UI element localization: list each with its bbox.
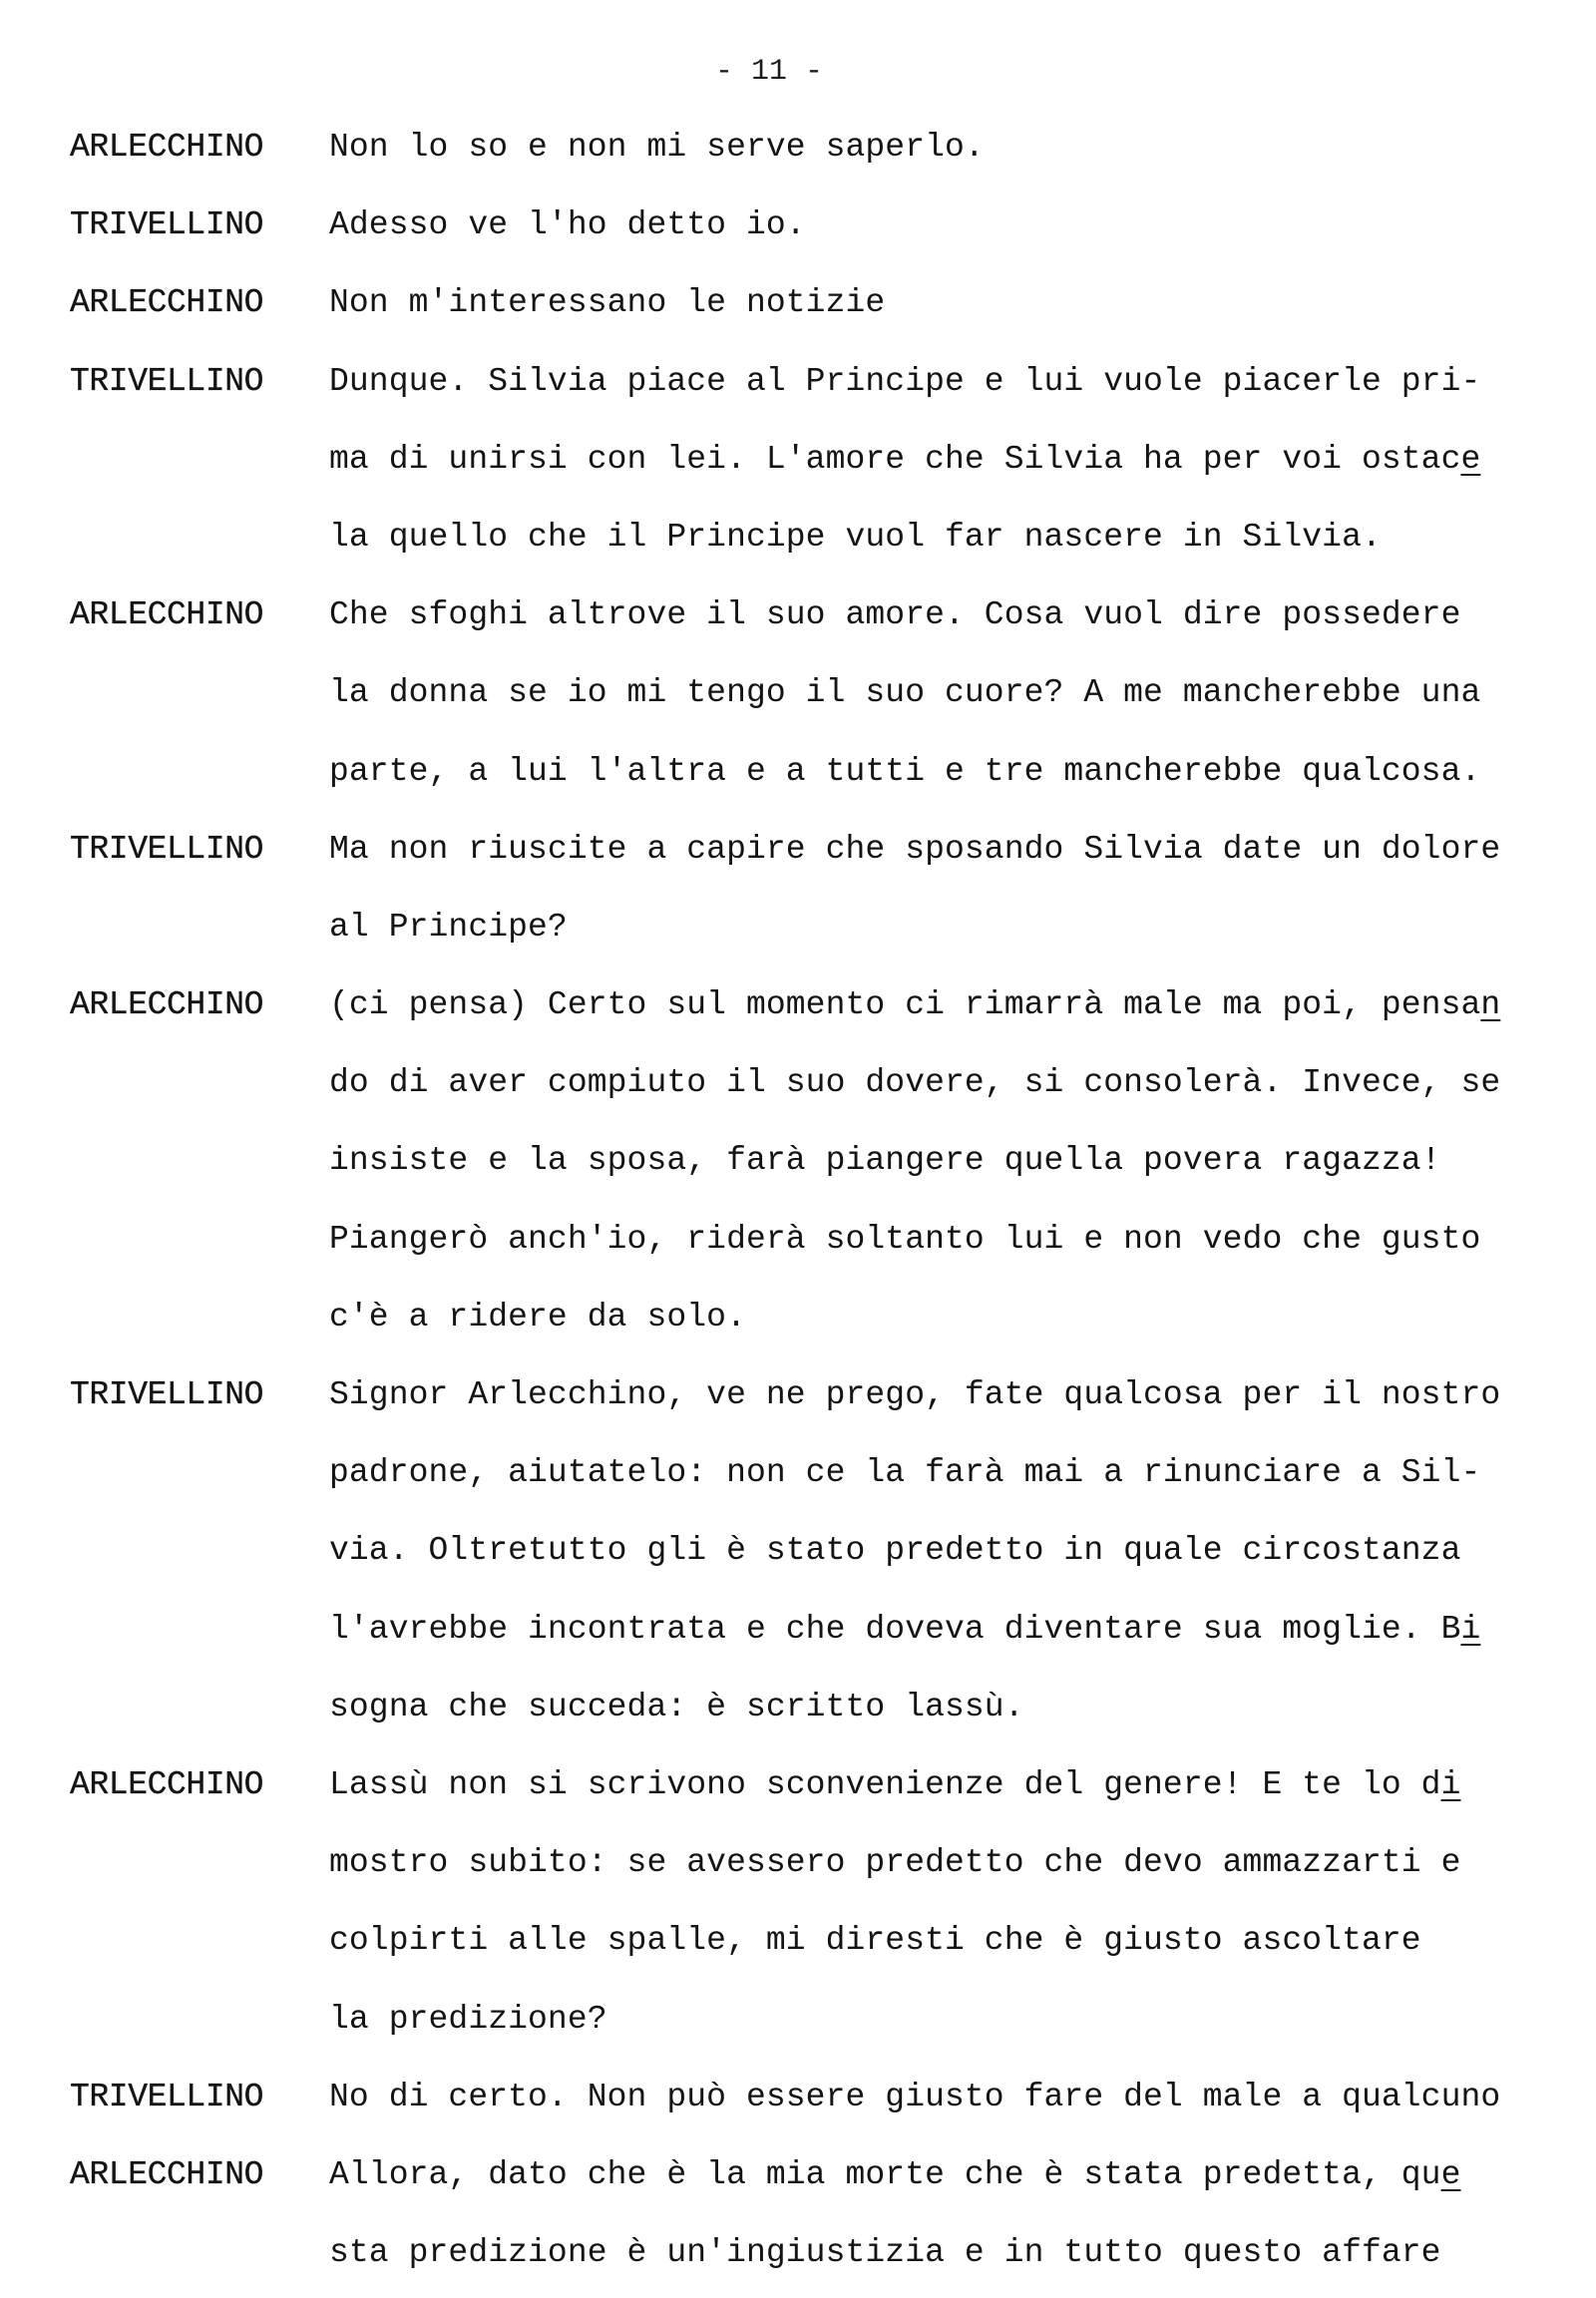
line-text: c'è a ridere da solo.	[329, 1298, 746, 1336]
dialogue-row	[0, 1981, 1596, 2059]
line-text: Allora, dato che è la mia morte che è stata predetta, qu	[329, 2155, 1441, 2193]
line-text: parte, a lui l'altra e a tutti e tre mancherebbe qualcosa.	[329, 752, 1481, 790]
dialogue-entry	[0, 2059, 1596, 2136]
dialogue-line	[329, 1279, 746, 1356]
hyphenation-underline-mark: e	[1460, 440, 1481, 478]
dialogue-row	[0, 2214, 1596, 2292]
dialogue-row	[0, 1122, 1596, 1200]
dialogue-row	[0, 1434, 1596, 1512]
dialogue-entry	[0, 811, 1596, 966]
line-text: Signor Arlecchino, ve ne prego, fate qualcosa per il nostro	[329, 1376, 1501, 1413]
line-text: sta predizione è un'ingiustizia e in tutto questo affare	[329, 2234, 1441, 2272]
speaker-name: ARLECCHINO	[70, 284, 264, 322]
line-text: padrone, aiutatelo: non ce la farà mai a rinunciare a Sil-	[329, 1454, 1481, 1492]
speaker-name: ARLECCHINO	[70, 1765, 264, 1803]
hyphenation-underline-mark: i	[1440, 1765, 1461, 1803]
dialogue-row	[0, 1902, 1596, 1980]
dialogue-line	[329, 421, 1480, 499]
line-text: Che sfoghi altrove il suo amore. Cosa vuol dire possedere	[329, 596, 1461, 634]
line-text: Non lo so e non mi serve saperlo.	[329, 129, 985, 166]
line-text: insiste e la sposa, farà piangere quella povera ragazza!	[329, 1142, 1441, 1180]
dialogue-line	[329, 1122, 1441, 1200]
dialogue-line	[329, 889, 568, 966]
dialogue-line	[329, 1201, 1480, 1279]
line-text: No di certo. Non può essere giusto fare del male a qualcuno	[329, 2078, 1501, 2115]
dialogue-line	[329, 343, 1480, 421]
dialogue-row	[0, 733, 1596, 811]
line-text: Piangerò anch'io, riderà soltanto lui e non vedo che gusto	[329, 1220, 1481, 1258]
dialogue-line	[329, 654, 1480, 732]
dialogue-line	[329, 733, 1480, 811]
line-text: (ci pensa) Certo sul momento ci rimarrà male ma poi, pensa	[329, 986, 1481, 1024]
dialogue-row	[0, 1512, 1596, 1590]
speaker-name: ARLECCHINO	[70, 986, 264, 1024]
hyphenation-underline-mark: i	[1460, 1610, 1481, 1648]
page-number: - 11 -	[714, 55, 824, 89]
dialogue-entry	[0, 966, 1596, 1356]
line-text: Dunque. Silvia piace al Principe e lui vuole piacerle pri-	[329, 362, 1481, 400]
speaker-name: TRIVELLINO	[70, 1376, 264, 1413]
dialogue-line	[329, 576, 1460, 654]
dialogue-row	[0, 499, 1596, 576]
dialogue-row	[0, 1669, 1596, 1746]
dialogue-row	[0, 811, 1596, 889]
line-text: colpirti alle spalle, mi diresti che è giusto ascoltare	[329, 1922, 1421, 1960]
dialogue-line	[329, 1981, 607, 2059]
dialogue-entry	[0, 187, 1596, 264]
dialogue-line	[329, 187, 806, 264]
line-text: mostro subito: se avessero predetto che devo ammazzarti e	[329, 1844, 1461, 1882]
dialogue-line	[329, 1512, 1460, 1590]
speaker-name: TRIVELLINO	[70, 830, 264, 868]
dialogue-line	[329, 2059, 1500, 2136]
dialogue-row	[0, 889, 1596, 966]
dialogue-row	[0, 421, 1596, 499]
dialogue-row	[0, 1356, 1596, 1434]
line-text: Non m'interessano le notizie	[329, 284, 886, 322]
dialogue-line	[329, 1044, 1500, 1122]
dialogue-row	[0, 2136, 1596, 2214]
dialogue-line	[329, 1434, 1480, 1512]
dialogue-row	[0, 264, 1596, 342]
dialogue-line	[329, 2214, 1441, 2292]
dialogue-row	[0, 576, 1596, 654]
dialogue-line	[329, 966, 1500, 1044]
dialogue-entry	[0, 264, 1596, 342]
speaker-name: TRIVELLINO	[70, 362, 264, 400]
line-text: do di aver compiuto il suo dovere, si consolerà. Invece, se	[329, 1064, 1501, 1102]
dialogue-row	[0, 1746, 1596, 1824]
dialogue-line	[329, 264, 885, 342]
line-text: Ma non riuscite a capire che sposando Silvia date un dolore	[329, 830, 1501, 868]
speaker-name: TRIVELLINO	[70, 206, 264, 244]
dialogue-entry	[0, 343, 1596, 577]
speaker-name: ARLECCHINO	[70, 2155, 264, 2193]
dialogue-entry	[0, 2136, 1596, 2292]
hyphenation-underline-mark: e	[1440, 2155, 1461, 2193]
script-dialogue	[0, 109, 1596, 2292]
dialogue-entry	[0, 576, 1596, 811]
dialogue-line	[329, 1824, 1460, 1902]
dialogue-line	[329, 1902, 1421, 1980]
line-text: l'avrebbe incontrata e che doveva diventare sua moglie. B	[329, 1610, 1461, 1648]
dialogue-row	[0, 1201, 1596, 1279]
dialogue-line	[329, 1591, 1480, 1669]
dialogue-entry	[0, 109, 1596, 187]
line-text: la quello che il Principe vuol far nascere in Silvia.	[329, 518, 1382, 556]
dialogue-row	[0, 654, 1596, 732]
speaker-name: TRIVELLINO	[70, 2078, 264, 2115]
dialogue-row	[0, 966, 1596, 1044]
line-text: la predizione?	[329, 2000, 607, 2038]
dialogue-line	[329, 811, 1500, 889]
speaker-name: ARLECCHINO	[70, 129, 264, 166]
hyphenation-underline-mark: n	[1480, 986, 1501, 1024]
dialogue-line	[329, 1746, 1461, 1824]
dialogue-line	[329, 1356, 1500, 1434]
line-text: ma di unirsi con lei. L'amore che Silvia ha per voi ostac	[329, 440, 1461, 478]
dialogue-line	[329, 499, 1382, 576]
dialogue-row	[0, 1279, 1596, 1356]
dialogue-row	[0, 187, 1596, 264]
dialogue-row	[0, 1591, 1596, 1669]
line-text: la donna se io mi tengo il suo cuore? A me mancherebbe una	[329, 674, 1481, 712]
line-text: via. Oltretutto gli è stato predetto in quale circostanza	[329, 1532, 1461, 1570]
line-text: Adesso ve l'ho detto io.	[329, 206, 806, 244]
dialogue-entry	[0, 1746, 1596, 2059]
dialogue-line	[329, 2136, 1461, 2214]
line-text: sogna che succeda: è scritto lassù.	[329, 1688, 1024, 1725]
dialogue-row	[0, 1044, 1596, 1122]
dialogue-line	[329, 109, 985, 187]
dialogue-row	[0, 343, 1596, 421]
speaker-name: ARLECCHINO	[70, 596, 264, 634]
line-text: al Principe?	[329, 908, 568, 946]
dialogue-entry	[0, 1356, 1596, 1746]
line-text: Lassù non si scrivono sconvenienze del genere! E te lo d	[329, 1765, 1441, 1803]
dialogue-row	[0, 109, 1596, 187]
dialogue-line	[329, 1669, 1024, 1746]
dialogue-row	[0, 1824, 1596, 1902]
dialogue-row	[0, 2059, 1596, 2136]
